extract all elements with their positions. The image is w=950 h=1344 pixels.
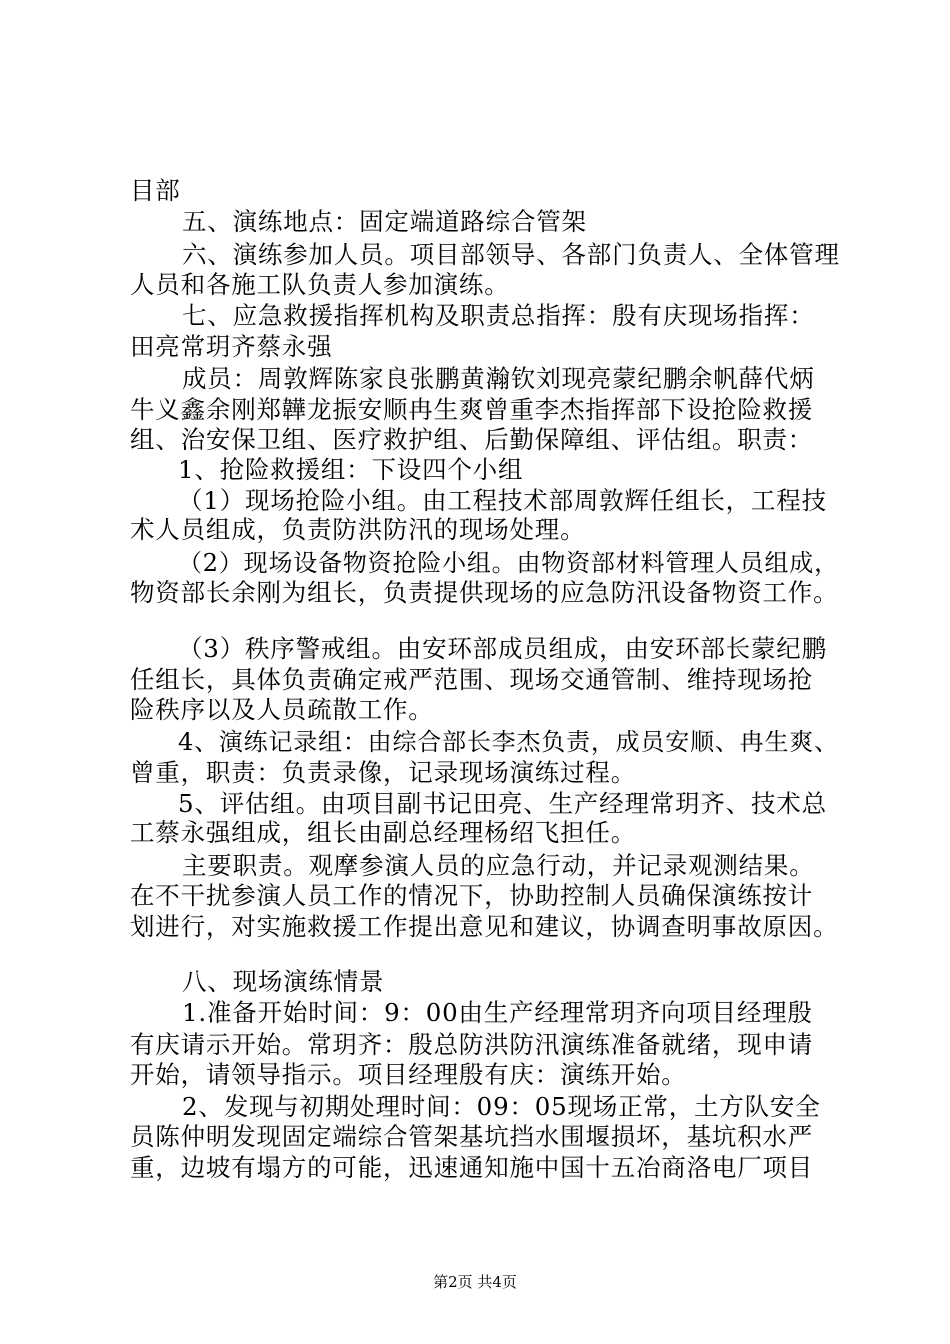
text-line: 六、演练参加人员。项目部领导、各部门负责人、全体管理 xyxy=(182,240,840,269)
text-line: 1.准备开始时间：9：00由生产经理常玥齐向项目经理殷 xyxy=(182,998,813,1027)
text-line: 术人员组成，负责防洪防汛的现场处理。 xyxy=(130,515,586,544)
text-line: 5、评估组。由项目副书记田亮、生产经理常玥齐、技术总 xyxy=(178,789,827,818)
text-line: 八、现场演练情景 xyxy=(182,967,385,996)
text-line: 4、演练记录组：由综合部长李杰负责，成员安顺、冉生爽、 xyxy=(178,728,839,756)
text-line: 重，边坡有塌方的可能，迅速通知施中国十五冶商洛电厂项目 xyxy=(130,1153,814,1182)
text-line: （2）现场设备物资抢险小组。由物资部材料管理人员组成， xyxy=(178,549,839,577)
text-line: 组、治安保卫组、医疗救护组、后勤保障组、评估组。职责： xyxy=(130,425,814,454)
text-line: 在不干扰参演人员工作的情况下，协助控制人员确保演练按计 xyxy=(130,881,814,910)
page-footer: 第2页 共4页 xyxy=(433,1273,517,1291)
text-line: 牛义鑫余刚郑韡龙振安顺冉生爽曾重李杰指挥部下设抢险救援 xyxy=(130,395,814,424)
text-line: 目部 xyxy=(130,176,181,205)
text-line: 主要职责。观摩参演人员的应急行动，并记录观测结果。 xyxy=(182,851,815,880)
text-line: 开始，请领导指示。项目经理殷有庆：演练开始。 xyxy=(130,1060,687,1089)
text-line: 物资部长余刚为组长，负责提供现场的应急防汛设备物资工作。 xyxy=(130,578,839,607)
text-line: 成员：周敦辉陈家良张鹏黄瀚钦刘现亮蒙纪鹏余帆薛代炳 xyxy=(182,364,815,393)
text-line: 工蔡永强组成，组长由副总经理杨绍飞担任。 xyxy=(130,818,636,847)
text-line: 七、应急救援指挥机构及职责总指挥：殷有庆现场指挥： xyxy=(182,301,815,330)
text-line: 险秩序以及人员疏散工作。 xyxy=(130,695,434,724)
text-line: 1、抢险救援组：下设四个小组 xyxy=(178,455,524,484)
text-line: 员陈仲明发现固定端综合管架基坑挡水围堰损坏，基坑积水严 xyxy=(130,1122,814,1151)
text-line: 有庆请示开始。常玥齐：殷总防洪防汛演练准备就绪，现申请 xyxy=(130,1030,814,1059)
text-line: 划进行，对实施救援工作提出意见和建议，协调查明事故原因。 xyxy=(130,912,839,941)
text-line: 2、发现与初期处理时间：09：05现场正常，土方队安全 xyxy=(182,1092,821,1121)
text-line: 五、演练地点：固定端道路综合管架 xyxy=(182,207,587,236)
text-line: 任组长，具体负责确定戒严范围、现场交通管制、维持现场抢 xyxy=(130,665,814,694)
text-line: 曾重，职责：负责录像，记录现场演练过程。 xyxy=(130,758,636,787)
text-line: （1）现场抢险小组。由工程技术部周敦辉任组长，工程技 xyxy=(178,486,827,515)
text-line: 人员和各施工队负责人参加演练。 xyxy=(130,270,510,299)
text-line: （3）秩序警戒组。由安环部成员组成，由安环部长蒙纪鹏 xyxy=(178,634,827,663)
text-line: 田亮常玥齐蔡永强 xyxy=(130,332,333,361)
